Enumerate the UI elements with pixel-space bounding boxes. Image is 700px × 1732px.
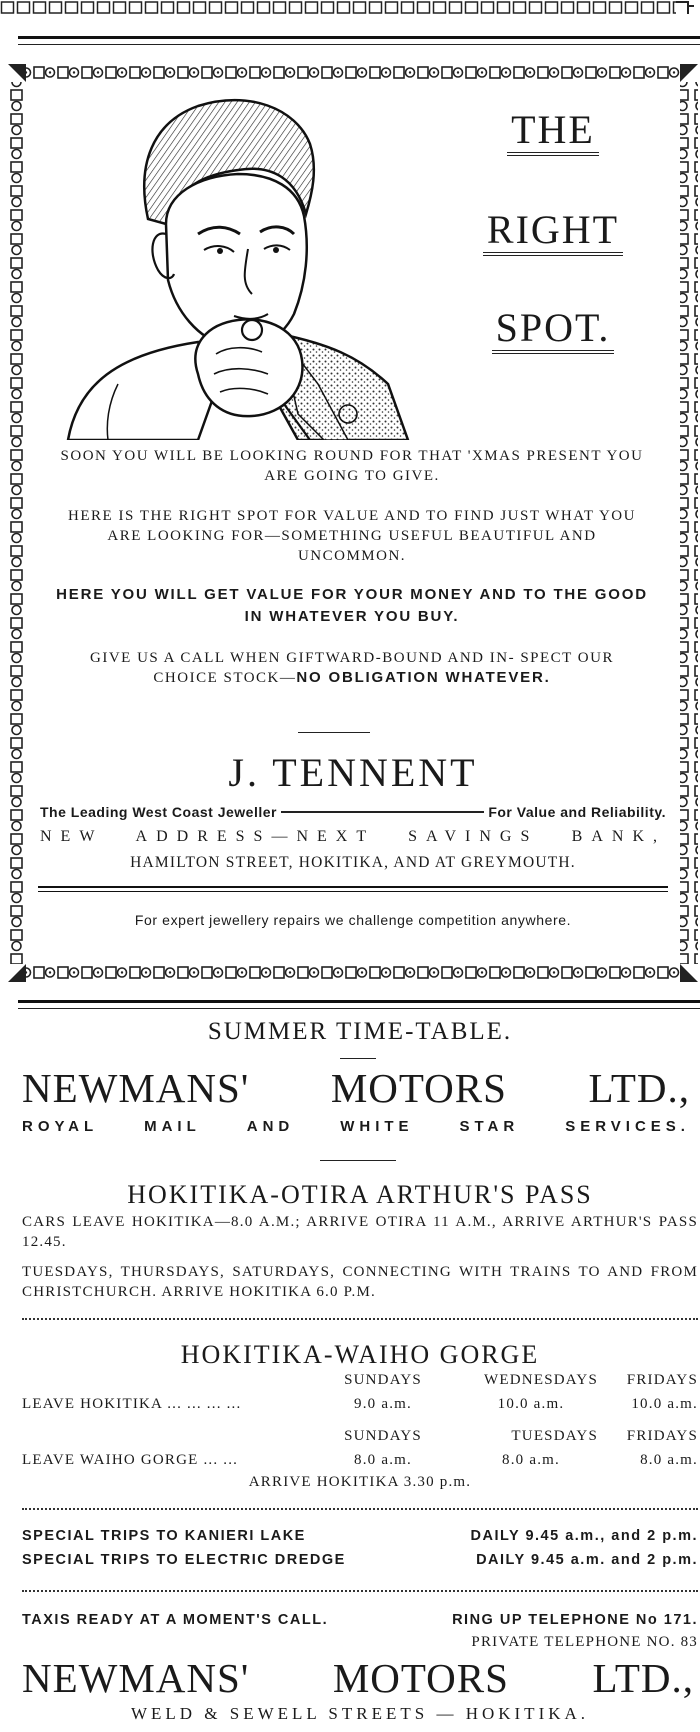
ad-paragraph-4 [56,648,648,688]
jeweller-tagline [40,804,666,820]
headline-line-2: RIGHT [438,206,668,253]
day-wednesday: WEDNESDAYS [484,1372,598,1388]
time-sunday-2: 8.0 a.m. [354,1452,412,1468]
day-tuesday: TUESDAYS [511,1428,598,1444]
route-otira-line-1: CARS LEAVE HOKITIKA—8.0 A.M.; ARRIVE OTIRA 11 A.M., ARRIVE ARTHUR'S PASS 12.45. [22,1214,698,1250]
timetable-title [22,1018,698,1046]
footer-word-2: MOTORS [332,1655,509,1701]
ad-rule-2 [38,891,668,892]
ad-rule-1 [38,886,668,888]
time-friday-1: 10.0 a.m. [631,1396,698,1412]
pointing-man-illustration [48,84,438,440]
route-waiho-title: HOKITIKA-WAIHO GORGE [180,1340,540,1369]
waiho-days-row-2 [22,1428,698,1445]
waiho-times-row-1 [22,1396,698,1413]
waiho-times-row-2 [22,1452,698,1469]
jeweller-address-1: NEW ADDRESS—NEXT SAVINGS BANK, [40,828,666,845]
no-obligation-text: NO OBLIGATION WHATEVER. [296,669,551,686]
dotted-separator-1 [22,1318,698,1320]
ad-paragraph-2: HERE IS THE RIGHT SPOT FOR VALUE AND TO FIND JUST WHAT YOU ARE LOOKING FOR—SOMETHING USEFUL BEAUTIFUL AND UNCOMMON. [68,508,636,564]
ad-paragraph-3: HERE YOU WILL GET VALUE FOR YOUR MONEY AND TO THE GOOD IN WHATEVER YOU BUY. [56,586,648,625]
services-word-1: ROYAL [22,1118,99,1135]
dotted-separator-3 [22,1590,698,1592]
day-sunday-1: SUNDAYS [344,1372,422,1388]
time-wednesday: 10.0 a.m. [497,1396,565,1412]
day-friday-2: FRIDAYS [626,1428,698,1444]
special-trip-dredge [22,1552,698,1568]
title-dash [340,1058,376,1059]
days-spacer [22,1372,318,1389]
mid-rule-thin [18,1008,700,1009]
taxis-row [22,1612,698,1628]
company-word-3: LTD., [588,1065,690,1111]
company-header [22,1064,690,1112]
route-otira-title: HOKITIKA-OTIRA ARTHUR'S PASS [127,1180,593,1209]
services-line [22,1118,690,1135]
jeweller-advertisement [8,64,698,982]
company-dash [320,1160,396,1161]
leave-hokitika-label: LEAVE HOKITIKA ... ... ... ... [22,1396,242,1412]
days-spacer-2 [22,1428,318,1445]
waiho-days-row-1 [22,1372,698,1389]
top-rule-thin [18,44,700,45]
footer-address: WELD & SEWELL STREETS — HOKITIKA. [130,1704,590,1723]
dotted-separator-2 [22,1508,698,1510]
leave-waiho-label: LEAVE WAIHO GORGE ... ... [22,1452,239,1468]
services-word-4: WHITE [340,1118,414,1135]
services-word-2: MAIL [144,1118,201,1135]
kanieri-label: SPECIAL TRIPS TO KANIERI LAKE [22,1528,306,1544]
tagline-dash [281,811,484,813]
dredge-times: DAILY 9.45 a.m. and 2 p.m. [476,1552,698,1568]
taxis-text: TAXIS READY AT A MOMENT'S CALL. [22,1612,329,1628]
tagline-right: For Value and Reliability. [488,804,666,820]
day-friday-1: FRIDAYS [626,1372,698,1388]
services-word-5: STAR [459,1118,520,1135]
kanieri-times: DAILY 9.45 a.m., and 2 p.m. [470,1528,698,1544]
company-word-1: NEWMANS' [22,1065,250,1111]
arrive-hokitika: ARRIVE HOKITIKA 3.30 p.m. [248,1474,472,1490]
top-decorative-border [0,0,700,16]
tagline-left: The Leading West Coast Jeweller [40,804,277,820]
company-word-2: MOTORS [330,1065,507,1111]
jeweller-address-2: HAMILTON STREET, HOKITIKA, AND AT GREYMOUTH. [130,854,576,871]
private-telephone: PRIVATE TELEPHONE NO. 83 [471,1634,698,1650]
route-otira-line-2: TUESDAYS, THURSDAYS, SATURDAYS, CONNECTING WITH TRAINS TO AND FROM CHRISTCHURCH. ARRIVE HOKITIKA 6.0 P.M. [22,1264,698,1300]
time-sunday-1: 9.0 a.m. [354,1396,412,1412]
top-rule [18,36,700,39]
ad-divider [298,732,370,733]
telephone-number: RING UP TELEPHONE No 171. [452,1612,698,1628]
time-friday-2: 8.0 a.m. [640,1452,698,1468]
jeweller-name: J. TENNENT [228,750,478,795]
repairs-notice: For expert jewellery repairs we challenge competition anywhere. [134,912,572,928]
timetable-title-text: SUMMER TIME-TABLE. [207,1018,513,1045]
services-word-3: AND [246,1118,295,1135]
company-footer [22,1654,694,1702]
time-tuesday: 8.0 a.m. [502,1452,560,1468]
special-trip-kanieri [22,1528,698,1544]
mid-rule [18,1000,700,1003]
ad-paragraph-1: SOON YOU WILL BE LOOKING ROUND FOR THAT 'XMAS PRESENT YOU ARE GOING TO GIVE. [60,448,644,484]
headline-line-1: THE [438,106,668,153]
headline-line-3: SPOT. [438,304,668,351]
footer-word-3: LTD., [592,1655,694,1701]
services-word-6: SERVICES. [565,1118,690,1135]
footer-word-1: NEWMANS' [22,1655,250,1701]
ad-paragraph-4-text: GIVE US A CALL WHEN GIFTWARD-BOUND AND IN- SPECT OUR CHOICE STOCK— [90,650,614,686]
dredge-label: SPECIAL TRIPS TO ELECTRIC DREDGE [22,1552,346,1568]
day-sunday-2: SUNDAYS [344,1428,422,1444]
